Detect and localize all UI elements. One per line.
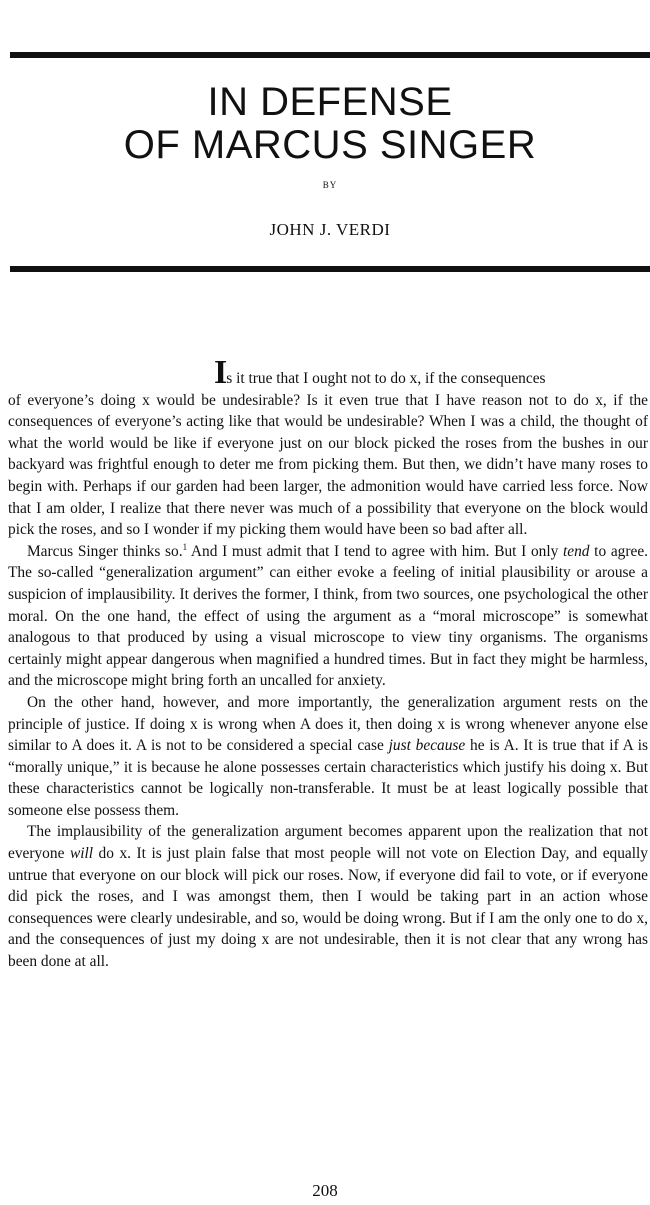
paragraph-2-text-c: to agree. The so-called “generalization argument” can either evoke a feeling of initial plausibility or arouse a suspicion of implausibility. It derives the former, I think, from two sources, one psychological the other moral. On the one hand, the effect of using the argument as a “moral microscope” is somewhat analogous to that produced by using a visual microscope to view tiny organisms. The organisms certainly might appear dangerous when magnified a hundred times. But in fact they might be harmless, and the microscope might bring forth an uncalled for anxiety.	[8, 542, 649, 690]
top-rule	[10, 52, 650, 58]
paragraph-3	[8, 692, 648, 822]
first-line	[8, 354, 648, 391]
byline-label: BY	[322, 180, 338, 190]
paragraph-1-text: of everyone’s doing x would be undesirable? Is it even true that I have reason not to do x, if the consequences of everyone’s acting like that would be undesirable? When I was a child, the thought of what the world would be like if everyone just on our block picked the roses from the bushes in our backyard was frightful enough to deter me from picking them. But then, we didn’t have many roses to begin with. Perhaps if our garden had been larger, the admonition would have carried less force. Now that I am older, I realize that there never was much of a possibility that everyone on the block would pick the roses, and so I wonder if my picking them would have been so bad after all.	[8, 391, 648, 539]
paragraph-2	[8, 541, 648, 692]
emphasis-will: will	[69, 845, 94, 863]
article-body	[8, 354, 649, 973]
paragraph-4	[8, 821, 648, 972]
paragraph-2-text-b: And I must admit that I tend to agree with him. But I only	[187, 542, 563, 560]
first-line-text: s it true that I ought not to do x, if the consequences	[226, 370, 546, 387]
paragraph-4-text-b: do x. It is just plain false that most people will not vote on Election Day, and equally untrue that everyone on our block will pick our roses. Now, if everyone did fail to vote, or if everyone did pick the roses, and I was amongst them, then I would be taking part in an action whose consequences were clearly undesirable, and so, would be doing wrong. But if I am the only one to do x, and the consequences of just my doing x are not undesirable, then it is not clear that any wrong has been done at all.	[8, 845, 649, 971]
drop-cap: I	[214, 354, 227, 391]
paragraph-2-text-a: Marcus Singer thinks so.	[27, 542, 183, 560]
paragraph-3-text-b: he is A. It is true that if A is “morally unique,” it is because he alone possesses certain characteristics which justify his doing x. But these characteristics cannot be logically non-transferable. It must be at least logically possible that someone else possess them.	[8, 737, 648, 819]
emphasis-just-because: just because	[388, 737, 466, 755]
author-name: JOHN J. VERDI	[269, 220, 391, 239]
emphasis-tend: tend	[563, 542, 590, 560]
paragraph-1	[8, 354, 648, 541]
paragraph-4-text-a: The implausibility of the generalization argument becomes apparent upon the realization that not everyone	[8, 823, 648, 863]
paragraph-3-text-a: On the other hand, however, and more importantly, the generalization argument rests on the principle of justice. If doing x is wrong when A does it, then doing x is wrong whenever anyone else similar to A does it. A is not to be considered a special case	[8, 693, 648, 755]
article-title-line-1: IN DEFENSE	[207, 80, 453, 124]
footnote-marker: 1	[182, 541, 188, 552]
bottom-rule	[10, 266, 650, 272]
page-number: 208	[312, 1181, 338, 1200]
article-title-line-2: OF MARCUS SINGER	[123, 123, 537, 167]
